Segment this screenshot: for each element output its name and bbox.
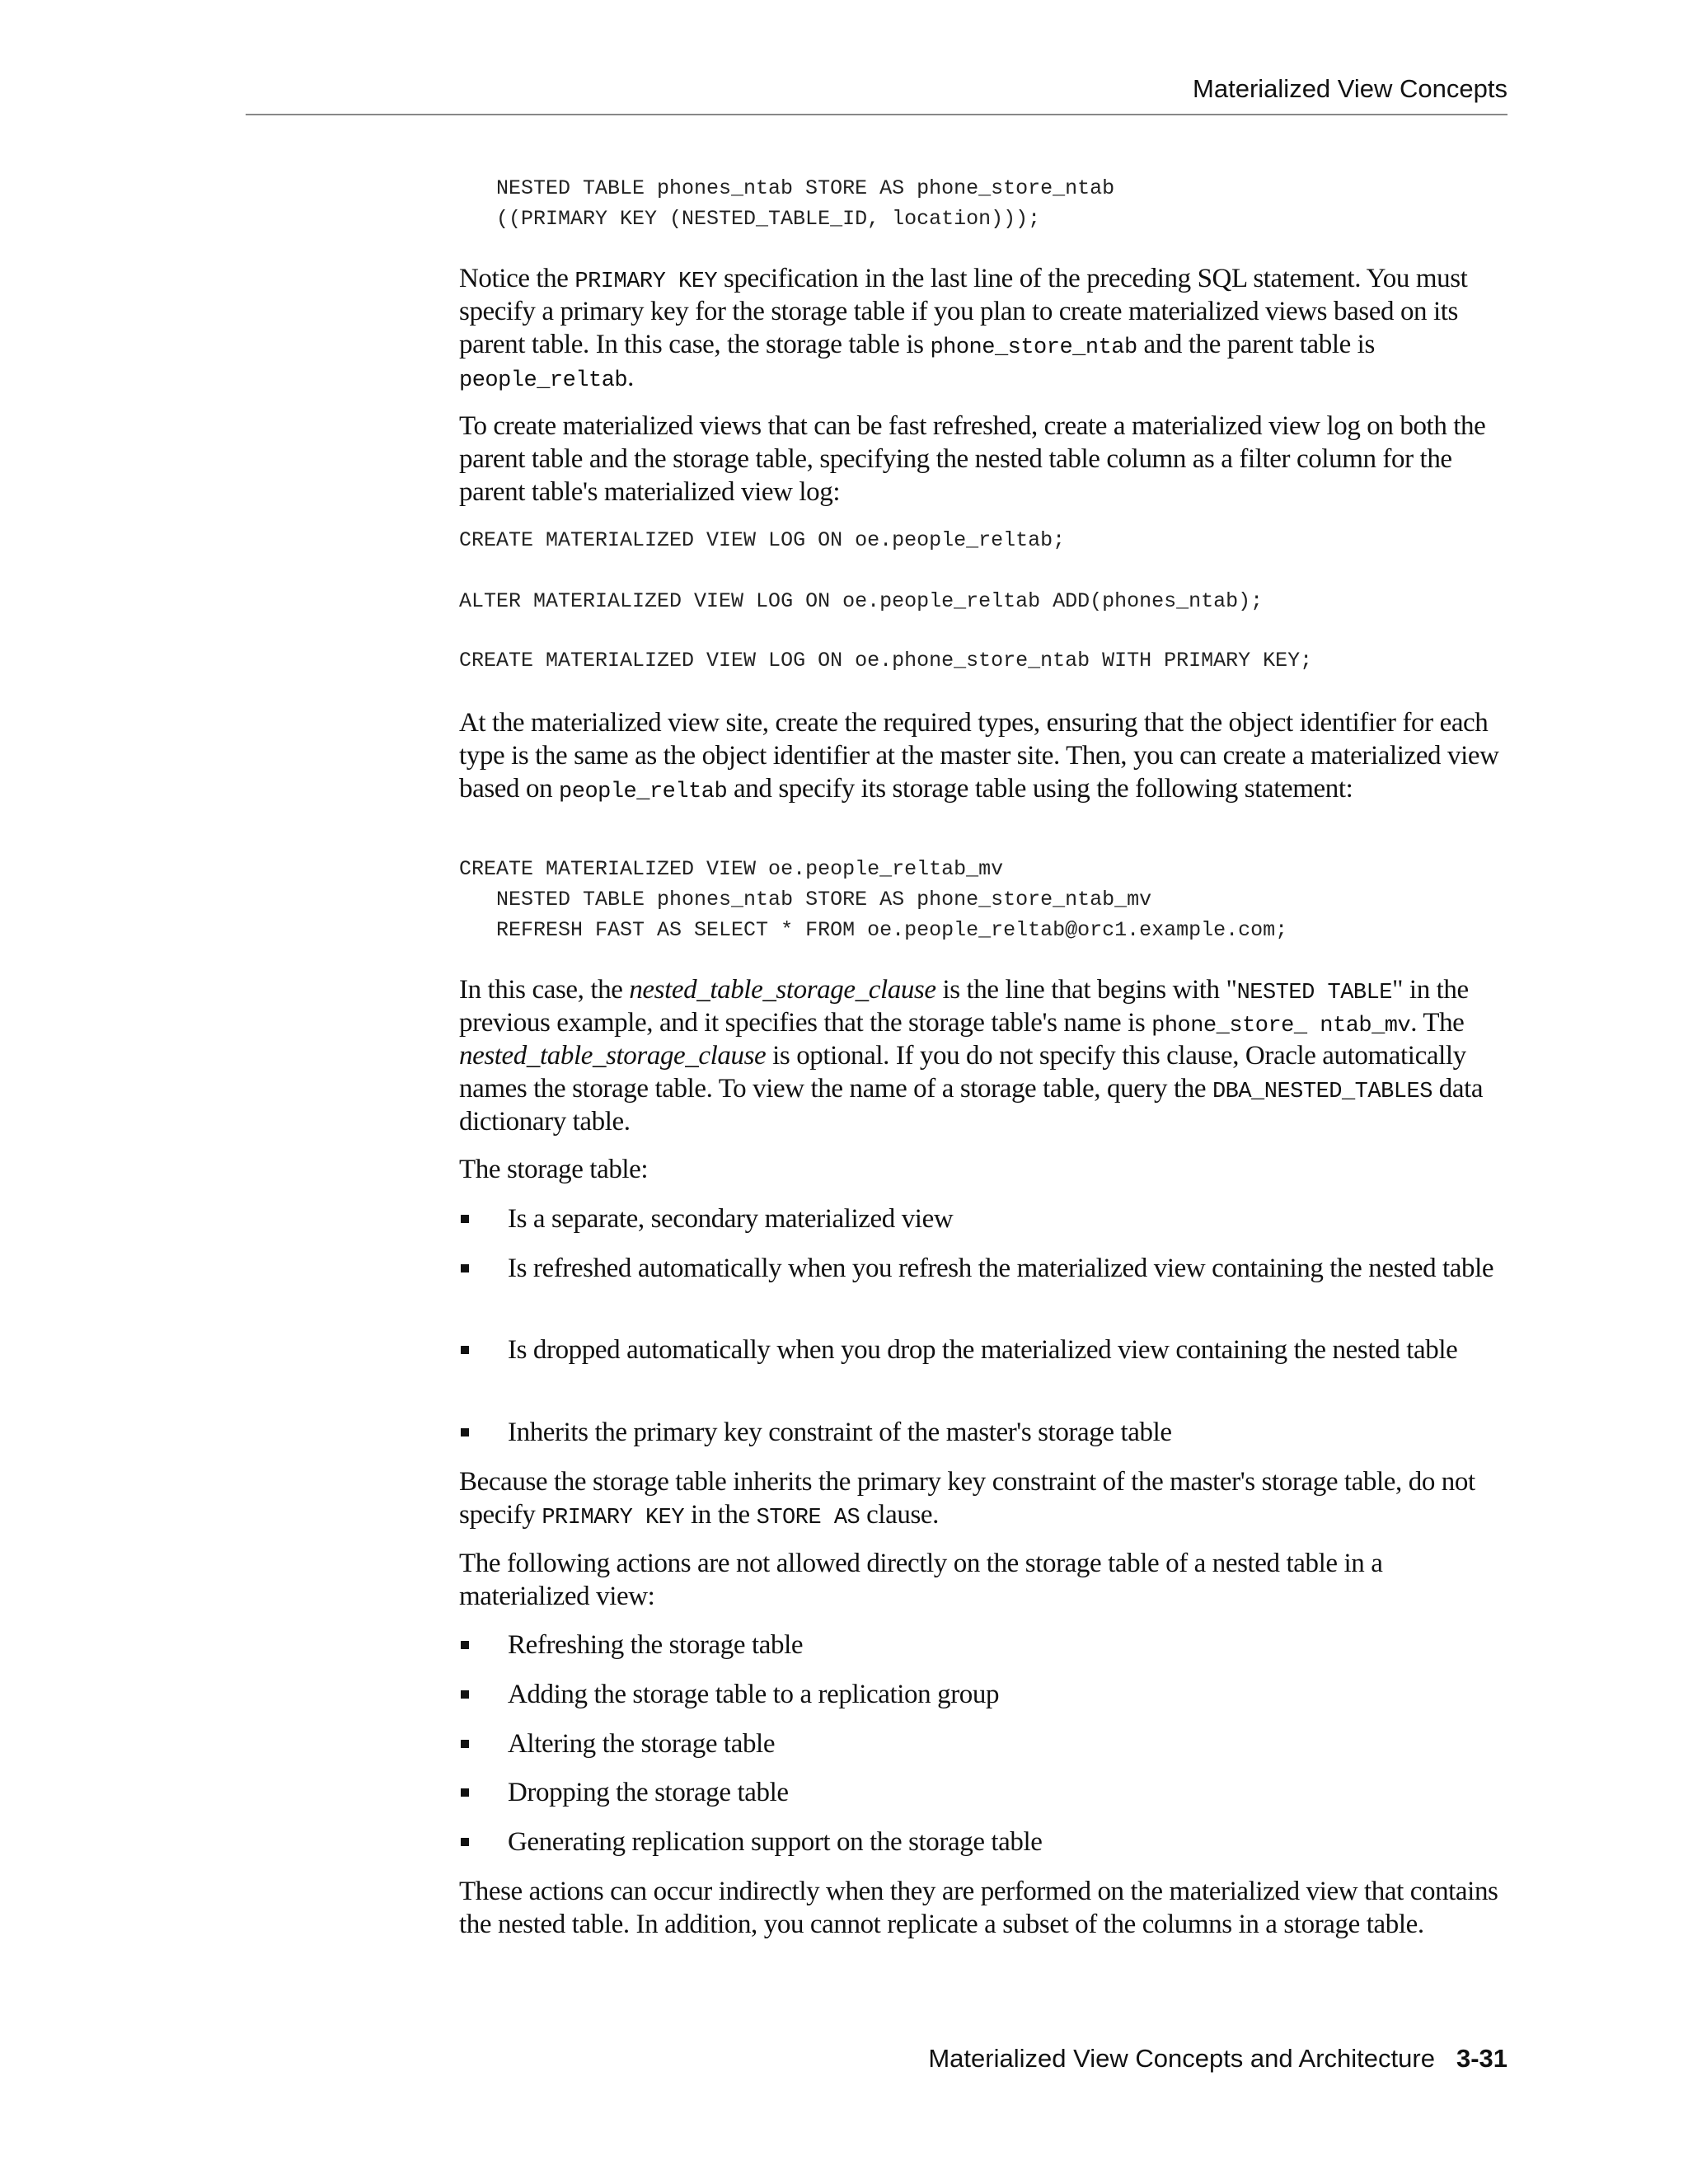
footer-title: Materialized View Concepts and Architecture — [928, 2044, 1435, 2073]
bullet-item — [459, 1776, 1510, 1809]
text-run: The storage table: — [459, 1155, 649, 1184]
code-block: CREATE MATERIALIZED VIEW oe.people_reltab_mv NESTED TABLE phones_ntab STORE AS phone_store_ntab_mv REFRESH FAST AS SELECT * FROM oe.people_reltab@orc1.example.com; — [459, 857, 1288, 942]
inline-code: people_reltab — [459, 368, 628, 393]
running-header: Materialized View Concepts — [1193, 74, 1507, 103]
text-run: Is dropped automatically when you drop the materialized view containing the nested table — [508, 1335, 1458, 1365]
bullet-item — [459, 1202, 1510, 1235]
paragraph — [459, 1153, 1510, 1186]
inline-code: NESTED TABLE — [1236, 981, 1393, 1005]
bullet-item — [459, 1629, 1510, 1661]
italic-term: nested_table_storage_clause — [459, 1041, 767, 1071]
inline-code: phone_store_ ntab_mv — [1151, 1014, 1411, 1038]
italic-term: nested_table_storage_clause — [629, 975, 936, 1005]
bullet-item — [459, 1252, 1510, 1285]
paragraph — [459, 1875, 1510, 1941]
text-run: Is a separate, secondary materialized view — [508, 1204, 954, 1234]
text-run: Generating replication support on the storage table — [508, 1827, 1043, 1857]
bullet-item — [459, 1333, 1510, 1366]
text-run: Refreshing the storage table — [508, 1630, 804, 1660]
text-run: and the parent table is — [1137, 330, 1375, 359]
text-run: Because the storage table inherits the primary key constraint of the master's storage table, do not specify — [459, 1467, 1475, 1530]
bullet-square-icon — [461, 1346, 469, 1354]
code-block: CREATE MATERIALIZED VIEW LOG ON oe.phone_store_ntab WITH PRIMARY KEY; — [459, 649, 1313, 673]
text-run: In this case, the — [459, 975, 630, 1005]
text-run: and specify its storage table using the following statement: — [727, 774, 1353, 804]
text-run: Altering the storage table — [508, 1729, 776, 1759]
code-block: NESTED TABLE phones_ntab STORE AS phone_store_ntab ((PRIMARY KEY (NESTED_TABLE_ID, location))); — [496, 176, 1115, 231]
bullet-text — [508, 1678, 1510, 1711]
bullet-text — [508, 1629, 1510, 1661]
inline-code: phone_store_ntab — [930, 335, 1137, 360]
text-run: Dropping the storage table — [508, 1778, 789, 1807]
paragraph — [459, 1547, 1510, 1613]
text-run: Notice the — [459, 264, 575, 293]
paragraph — [459, 973, 1510, 1138]
paragraph — [459, 410, 1510, 509]
bullet-square-icon — [461, 1264, 469, 1272]
text-run: The following actions are not allowed directly on the storage table of a nested table in a materialized view: — [459, 1549, 1383, 1611]
bullet-text — [508, 1776, 1510, 1809]
inline-code: PRIMARY KEY — [574, 269, 718, 294]
text-run: clause. — [860, 1500, 940, 1530]
bullet-text — [508, 1727, 1510, 1760]
text-run: Adding the storage table to a replication group — [508, 1680, 1000, 1709]
bullet-square-icon — [461, 1788, 469, 1797]
bullet-item — [459, 1678, 1510, 1711]
page-number: 3-31 — [1456, 2044, 1507, 2073]
bullet-item — [459, 1416, 1510, 1449]
inline-code: DBA_NESTED_TABLES — [1212, 1080, 1432, 1104]
code-block: ALTER MATERIALIZED VIEW LOG ON oe.people_reltab ADD(phones_ntab); — [459, 589, 1264, 613]
bullet-text — [508, 1416, 1510, 1449]
bullet-square-icon — [461, 1838, 469, 1846]
text-run: Inherits the primary key constraint of the master's storage table — [508, 1418, 1172, 1447]
header-rule — [246, 114, 1507, 115]
bullet-text — [508, 1252, 1510, 1285]
paragraph — [459, 706, 1510, 805]
bullet-square-icon — [461, 1690, 469, 1699]
running-footer — [928, 2044, 1507, 2074]
bullet-text — [508, 1202, 1510, 1235]
bullet-square-icon — [461, 1641, 469, 1649]
inline-code: people_reltab — [559, 780, 728, 804]
inline-code: STORE AS — [756, 1506, 860, 1530]
bullet-text — [508, 1333, 1510, 1366]
text-run: is the line that begins with " — [935, 975, 1237, 1005]
bullet-square-icon — [461, 1428, 469, 1436]
bullet-item — [459, 1825, 1510, 1858]
bullet-square-icon — [461, 1740, 469, 1748]
text-run: is optional. If you do not specify this clause, Oracle automatically names the storage table. To view the name of a storage table, query the — [459, 1041, 1466, 1104]
text-run: data dictionary table. — [459, 1074, 1484, 1137]
text-run: At the materialized view site, create the required types, ensuring that the object identifier for each type is the same as the object identifier at the master site. Then, you can create a materialized view based on — [459, 708, 1499, 804]
text-run: To create materialized views that can be fast refreshed, create a materialized view log on both the parent table and the storage table, specifying the nested table column as a filter column for the parent table's materialized view log: — [459, 411, 1486, 507]
code-block: CREATE MATERIALIZED VIEW LOG ON oe.people_reltab; — [459, 528, 1066, 552]
bullet-text — [508, 1825, 1510, 1858]
bullet-item — [459, 1727, 1510, 1760]
inline-code: PRIMARY KEY — [542, 1506, 685, 1530]
paragraph — [459, 262, 1510, 394]
text-run: These actions can occur indirectly when they are performed on the materialized view that contains the nested table. In addition, you cannot replicate a subset of the columns in a storage table. — [459, 1877, 1498, 1939]
text-run: specification in the last line of the preceding SQL statement. You must specify a primary key for the storage table if you plan to create materialized views based on its parent table. In this case, the storage table is — [459, 264, 1468, 359]
paragraph — [459, 1465, 1510, 1531]
bullet-square-icon — [461, 1215, 469, 1223]
text-run: . The — [1410, 1008, 1465, 1038]
text-run: Is refreshed automatically when you refresh the materialized view containing the nested table — [508, 1254, 1494, 1283]
text-run: . — [627, 363, 634, 392]
text-run: in the — [684, 1500, 757, 1530]
text-run: " in the previous example, and it specifies that the storage table's name is — [459, 975, 1469, 1038]
